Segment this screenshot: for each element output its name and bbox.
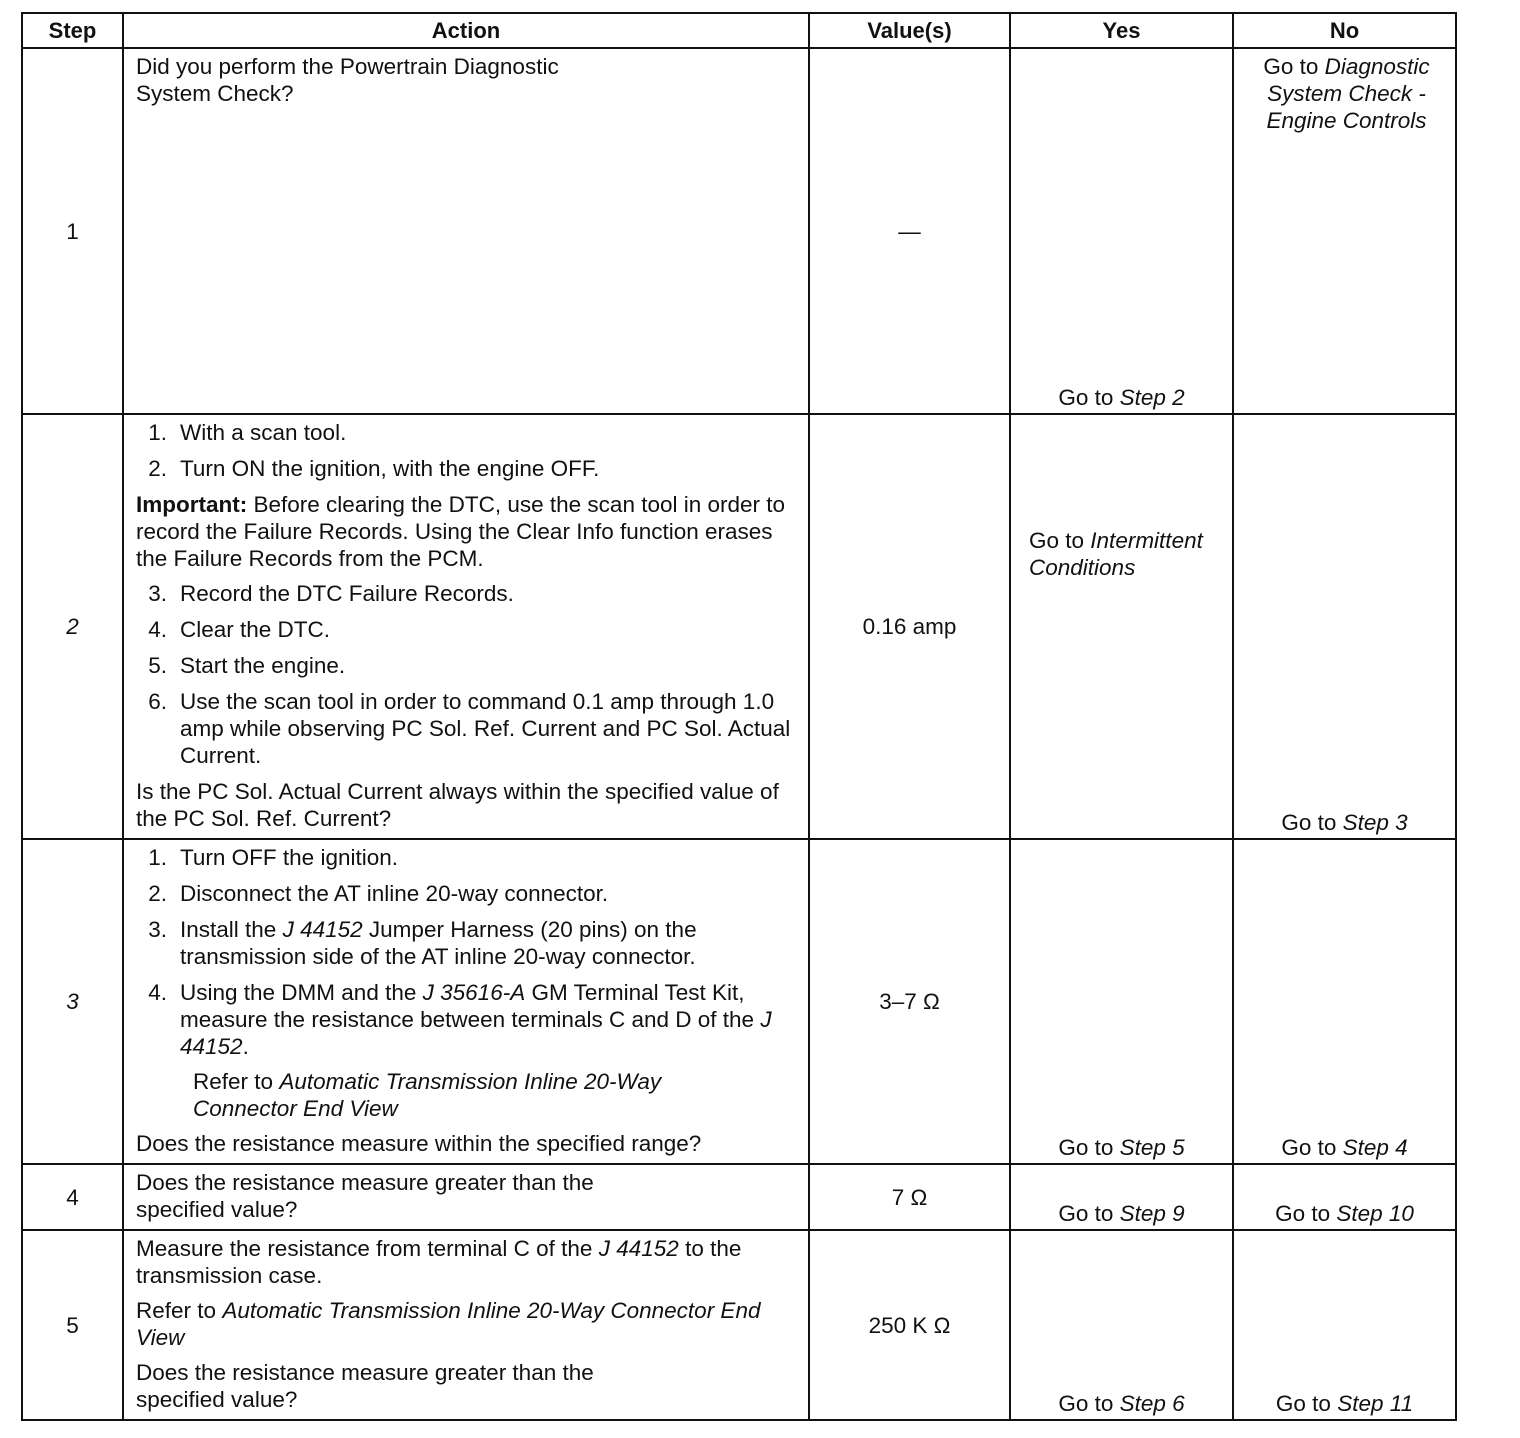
goto-prefix: Go to <box>1058 1135 1114 1160</box>
action-question: Does the resistance measure within the specified range? <box>136 1131 702 1156</box>
list-item <box>136 844 796 871</box>
value-cell: 250 K Ω <box>809 1230 1010 1420</box>
refer-note <box>136 1297 796 1351</box>
goto-prefix: Go to <box>1263 54 1319 79</box>
step-list <box>136 844 796 1060</box>
list-text: With a scan tool. <box>180 420 347 445</box>
yes-goto[interactable] <box>1011 1390 1232 1417</box>
yes-goto[interactable] <box>1011 1200 1232 1227</box>
goto-prefix: Go to <box>1281 810 1337 835</box>
action-question: Does the resistance measure greater than the specified value? <box>136 1170 594 1222</box>
step-number: 1 <box>22 48 123 414</box>
refer-link[interactable]: Automatic Transmission Inline 20-Way Connector End View <box>136 1298 761 1350</box>
list-item <box>136 688 796 769</box>
list-item <box>136 419 796 446</box>
value-cell: 0.16 amp <box>809 414 1010 839</box>
goto-link[interactable]: Step 11 <box>1337 1391 1414 1416</box>
goto-link[interactable]: Step 10 <box>1336 1201 1414 1226</box>
step-number: 3 <box>22 839 123 1164</box>
no-goto[interactable] <box>1234 1134 1455 1161</box>
yes-goto[interactable] <box>1011 384 1232 411</box>
list-item <box>136 979 796 1060</box>
no-goto[interactable] <box>1234 1200 1455 1227</box>
table-row <box>22 1230 1456 1420</box>
list-item <box>136 916 796 970</box>
yes-cell <box>1010 1230 1233 1420</box>
list-item <box>136 580 796 607</box>
goto-prefix: Go to <box>1058 1391 1114 1416</box>
refer-prefix: Refer to <box>193 1069 274 1094</box>
list-text: Start the engine. <box>180 653 346 678</box>
list-text: Use the scan tool in order to command 0.1 amp through 1.0 amp while observing PC Sol. Ref. Current and PC Sol. Actual Current. <box>180 689 791 768</box>
goto-link[interactable]: Step 5 <box>1119 1135 1185 1160</box>
tool-number: J 44152 <box>282 917 363 942</box>
text-segment: Using the DMM and the <box>180 980 417 1005</box>
list-item <box>136 455 796 482</box>
table-row <box>22 48 1456 414</box>
no-cell <box>1233 48 1456 414</box>
refer-prefix: Refer to <box>136 1298 217 1323</box>
step-number: 4 <box>22 1164 123 1230</box>
no-goto[interactable] <box>1234 1390 1455 1417</box>
step-number: 2 <box>22 414 123 839</box>
table-row <box>22 839 1456 1164</box>
measure-text <box>136 1235 796 1289</box>
table-row <box>22 1164 1456 1230</box>
list-text: Clear the DTC. <box>180 617 331 642</box>
no-cell <box>1233 1230 1456 1420</box>
no-cell <box>1233 1164 1456 1230</box>
action-cell <box>123 1230 809 1420</box>
header-values: Value(s) <box>809 13 1010 48</box>
list-number: 5. <box>148 653 167 678</box>
list-number: 1. <box>148 845 167 870</box>
goto-link[interactable]: Step 4 <box>1342 1135 1408 1160</box>
value-cell: 7 Ω <box>809 1164 1010 1230</box>
goto-link[interactable]: Step 3 <box>1342 810 1408 835</box>
no-cell <box>1233 839 1456 1164</box>
list-text: Turn OFF the ignition. <box>180 845 399 870</box>
goto-link[interactable]: Intermittent Conditions <box>1029 528 1203 580</box>
yes-cell <box>1010 414 1233 839</box>
goto-prefix: Go to <box>1058 385 1114 410</box>
goto-link[interactable]: Step 6 <box>1119 1391 1185 1416</box>
text-segment: Measure the resistance from terminal C of the <box>136 1236 593 1261</box>
action-cell <box>123 1164 809 1230</box>
list-number: 6. <box>148 689 167 714</box>
goto-link[interactable]: Diagnostic System Check - Engine Controls <box>1266 54 1430 133</box>
no-goto[interactable] <box>1234 809 1455 836</box>
text-segment: Jumper Harness (20 pins) on the transmission side of the AT inline 20-way connector. <box>180 917 697 969</box>
list-item <box>136 616 796 643</box>
diagnostic-table <box>21 12 1457 1421</box>
action-cell <box>123 839 809 1164</box>
header-action: Action <box>123 13 809 48</box>
list-number: 2. <box>148 881 167 906</box>
text-segment: . <box>242 1034 249 1059</box>
list-number: 3. <box>148 917 167 942</box>
list-text <box>180 916 796 970</box>
list-number: 4. <box>148 617 167 642</box>
list-number: 4. <box>148 980 167 1005</box>
header-step: Step <box>22 13 123 48</box>
refer-note <box>193 1068 733 1122</box>
list-number: 2. <box>148 456 167 481</box>
text-segment: to the transmission case. <box>136 1236 742 1288</box>
yes-goto[interactable] <box>1029 527 1228 581</box>
step-list <box>136 580 796 769</box>
step-list <box>136 419 796 482</box>
no-cell <box>1233 414 1456 839</box>
important-note <box>136 491 796 572</box>
list-text <box>180 979 796 1060</box>
goto-prefix: Go to <box>1029 528 1085 553</box>
list-text: Turn ON the ignition, with the engine OFF. <box>180 456 600 481</box>
yes-goto[interactable] <box>1011 1134 1232 1161</box>
header-no: No <box>1233 13 1456 48</box>
yes-cell <box>1010 839 1233 1164</box>
list-number: 3. <box>148 581 167 606</box>
yes-cell <box>1010 1164 1233 1230</box>
action-cell <box>123 414 809 839</box>
goto-prefix: Go to <box>1058 1201 1114 1226</box>
important-label: Important: <box>136 492 248 517</box>
goto-prefix: Go to <box>1281 1135 1337 1160</box>
step-number: 5 <box>22 1230 123 1420</box>
important-text: Before clearing the DTC, use the scan tool in order to record the Failure Records. Using the Clear Info function erases the Failure Records from the PCM. <box>136 492 786 571</box>
refer-link[interactable]: Automatic Transmission Inline 20-Way Connector End View <box>193 1069 662 1121</box>
action-question: Did you perform the Powertrain Diagnostic System Check? <box>136 54 559 106</box>
tool-number: J 44152 <box>598 1236 679 1261</box>
list-number: 1. <box>148 420 167 445</box>
action-question: Does the resistance measure greater than the specified value? <box>136 1360 594 1412</box>
value-cell: 3–7 Ω <box>809 839 1010 1164</box>
action-question: Is the PC Sol. Actual Current always within the specified value of the PC Sol. Ref. Current? <box>136 779 779 831</box>
action-cell <box>123 48 809 414</box>
table-row <box>22 414 1456 839</box>
text-segment: GM Terminal Test Kit, measure the resistance between terminals C and D of the <box>180 980 755 1032</box>
list-text: Disconnect the AT inline 20-way connector. <box>180 881 609 906</box>
header-row <box>22 13 1456 48</box>
yes-cell <box>1010 48 1233 414</box>
goto-prefix: Go to <box>1275 1391 1331 1416</box>
no-goto[interactable] <box>1244 53 1449 134</box>
value-cell: — <box>809 48 1010 414</box>
tool-number: J 44152 <box>180 1007 772 1059</box>
goto-link[interactable]: Step 2 <box>1119 385 1185 410</box>
text-segment: Install the <box>180 917 277 942</box>
list-text: Record the DTC Failure Records. <box>180 581 514 606</box>
list-item <box>136 652 796 679</box>
tool-number: J 35616-A <box>422 980 526 1005</box>
goto-link[interactable]: Step 9 <box>1119 1201 1185 1226</box>
goto-prefix: Go to <box>1275 1201 1331 1226</box>
list-item <box>136 880 796 907</box>
header-yes: Yes <box>1010 13 1233 48</box>
